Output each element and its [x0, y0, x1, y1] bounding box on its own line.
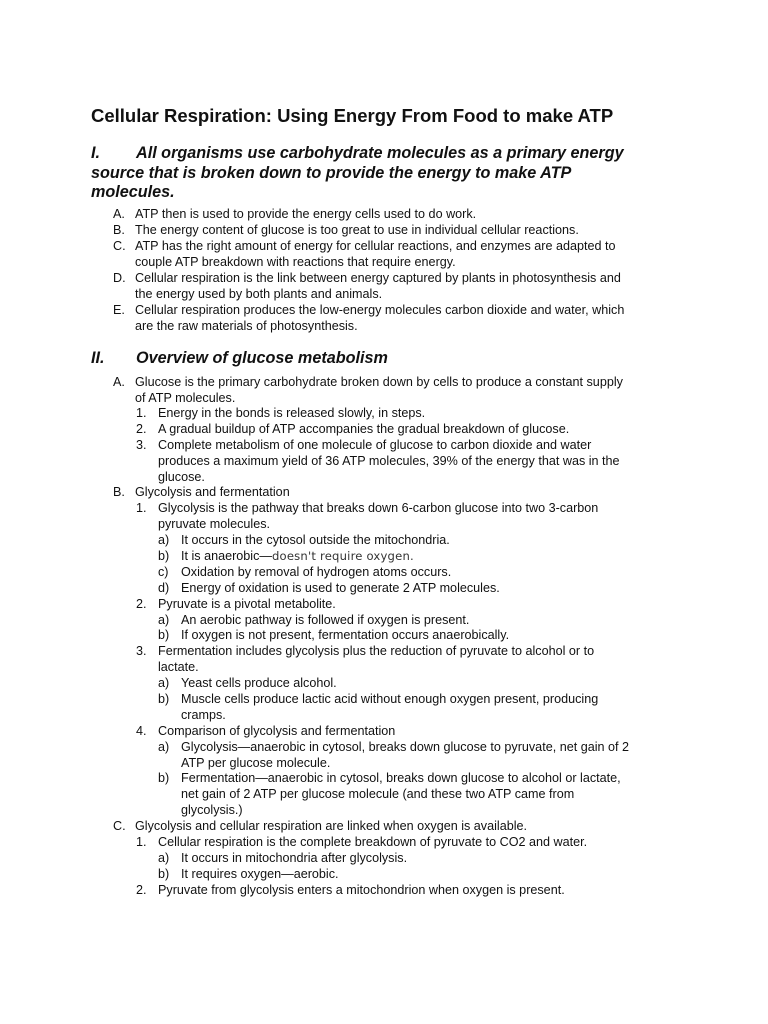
list-marker: 2.	[136, 597, 147, 611]
list-marker: 1.	[136, 501, 147, 515]
list-marker: b)	[158, 628, 170, 642]
list-item-text: Pyruvate is a pivotal metabolite.	[158, 597, 336, 611]
section-1-heading-line: source that is broken down to provide the energy to make ATP	[91, 163, 572, 182]
list-item-text: Fermentation includes glycolysis plus the reduction of pyruvate to alcohol or to	[158, 644, 595, 658]
list-marker: 4.	[136, 724, 147, 738]
section-1-heading	[91, 144, 691, 203]
list-marker: 1.	[136, 406, 147, 420]
section-2-heading	[91, 349, 388, 368]
list-item-text: lactate.	[158, 660, 199, 674]
list-item-text: Energy of oxidation is used to generate 2 ATP molecules.	[181, 581, 500, 595]
list-marker: b)	[158, 867, 170, 881]
list-item-text: ATP then is used to provide the energy cells used to do work.	[135, 207, 477, 221]
list-marker: a)	[158, 613, 170, 627]
list-item-text: If oxygen is not present, fermentation occurs anaerobically.	[181, 628, 510, 642]
list-item-text	[181, 549, 414, 565]
list-marker: a)	[158, 851, 170, 865]
list-item-text: cramps.	[181, 708, 226, 722]
list-item-text: couple ATP breakdown with reactions that require energy.	[135, 255, 456, 269]
section-2-number: II.	[91, 349, 105, 367]
list-marker: 2.	[136, 422, 147, 436]
list-marker: C.	[113, 819, 126, 833]
list-item-text: Fermentation—anaerobic in cytosol, breaks down glucose to alcohol or lactate,	[181, 771, 621, 785]
list-item-text: Glycolysis—anaerobic in cytosol, breaks down glucose to pyruvate, net gain of 2	[181, 740, 630, 754]
list-item-text: net gain of 2 ATP per glucose molecule (and these two ATP came from	[181, 787, 575, 801]
list-item-text: Glycolysis and fermentation	[135, 485, 290, 499]
section-1-heading-line: All organisms use carbohydrate molecules as a primary energy	[136, 144, 624, 162]
list-marker: E.	[113, 303, 125, 317]
list-marker: D.	[113, 271, 126, 285]
list-item-text: Muscle cells produce lactic acid without enough oxygen present, producing	[181, 692, 599, 706]
list-item-text: glucose.	[158, 470, 205, 484]
list-marker: B.	[113, 485, 125, 499]
list-item-text: Yeast cells produce alcohol.	[181, 676, 337, 690]
list-marker: B.	[113, 223, 125, 237]
list-item-text: Glycolysis and cellular respiration are linked when oxygen is available.	[135, 819, 528, 833]
list-marker: 2.	[136, 883, 147, 897]
list-item-text: It requires oxygen—aerobic.	[181, 867, 339, 881]
list-item-text: Pyruvate from glycolysis enters a mitochondrion when oxygen is present.	[158, 883, 565, 897]
list-item-text: pyruvate molecules.	[158, 517, 270, 531]
list-marker: d)	[158, 581, 170, 595]
list-item-text: produces a maximum yield of 36 ATP molecules, 39% of the energy that was in the	[158, 454, 620, 468]
list-marker: a)	[158, 740, 170, 754]
section-2-heading-text: Overview of glucose metabolism	[136, 349, 388, 367]
list-marker: b)	[158, 549, 170, 563]
list-item-text: Cellular respiration is the complete breakdown of pyruvate to CO2 and water.	[158, 835, 588, 849]
list-item-text: the energy used by both plants and animals.	[135, 287, 383, 301]
list-item-text: An aerobic pathway is followed if oxygen is present.	[181, 613, 470, 627]
list-item-text: Complete metabolism of one molecule of glucose to carbon dioxide and water	[158, 438, 592, 452]
list-marker: c)	[158, 565, 169, 579]
list-item-text: The energy content of glucose is too great to use in individual cellular reactions.	[135, 223, 579, 237]
list-marker: 3.	[136, 438, 147, 452]
list-item-text: Cellular respiration is the link between energy captured by plants in photosynthesis and	[135, 271, 621, 285]
list-item-text: of ATP molecules.	[135, 391, 236, 405]
list-marker: A.	[113, 207, 125, 221]
list-item-text: ATP has the right amount of energy for cellular reactions, and enzymes are adapted to	[135, 239, 616, 253]
list-item-text: Energy in the bonds is released slowly, in steps.	[158, 406, 426, 420]
list-item-text: are the raw materials of photosynthesis.	[135, 319, 358, 333]
list-item-text: Glucose is the primary carbohydrate broken down by cells to produce a constant supply	[135, 375, 623, 389]
handwritten-insert: doesn't require oxygen.	[272, 549, 414, 563]
list-item-text: ATP per glucose molecule.	[181, 756, 331, 770]
list-marker: C.	[113, 239, 126, 253]
list-item-text: A gradual buildup of ATP accompanies the gradual breakdown of glucose.	[158, 422, 570, 436]
list-item-text: glycolysis.)	[181, 803, 243, 817]
list-item-text: Comparison of glycolysis and fermentation	[158, 724, 396, 738]
list-marker: 1.	[136, 835, 147, 849]
list-marker: 3.	[136, 644, 147, 658]
list-marker: a)	[158, 676, 170, 690]
list-item-prefix: It is anaerobic—	[181, 549, 272, 563]
section-1-number: I.	[91, 144, 100, 162]
list-marker: A.	[113, 375, 125, 389]
list-marker: b)	[158, 692, 170, 706]
list-item-text: It occurs in mitochondria after glycolysis.	[181, 851, 408, 865]
list-marker: b)	[158, 771, 170, 785]
list-item-text: Oxidation by removal of hydrogen atoms occurs.	[181, 565, 452, 579]
section-1-heading-line: molecules.	[91, 183, 175, 201]
list-marker: a)	[158, 533, 170, 547]
list-item-text: It occurs in the cytosol outside the mitochondria.	[181, 533, 450, 547]
list-item-text: Cellular respiration produces the low-energy molecules carbon dioxide and water, which	[135, 303, 625, 317]
document-title: Cellular Respiration: Using Energy From Food to make ATP	[91, 105, 614, 126]
list-item-text: Glycolysis is the pathway that breaks down 6-carbon glucose into two 3-carbon	[158, 501, 599, 515]
